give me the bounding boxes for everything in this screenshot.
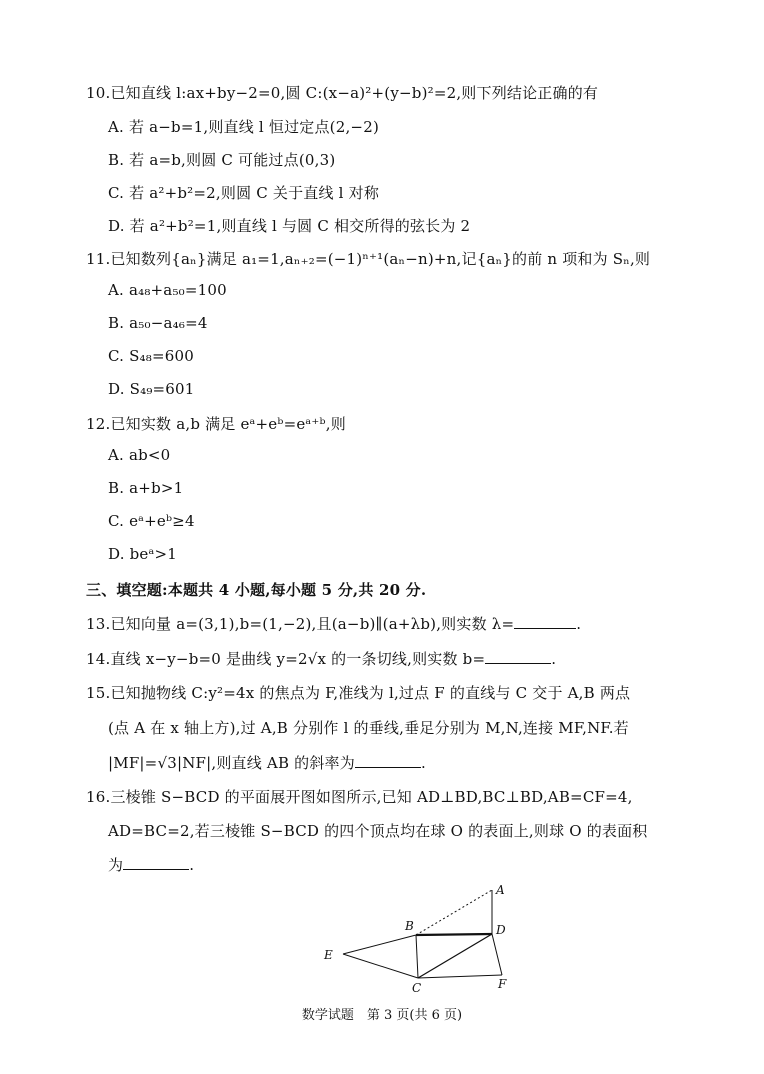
q12-option-d: D. beᵃ>1 bbox=[108, 545, 178, 563]
label-c: C bbox=[412, 981, 422, 995]
edge-cf bbox=[418, 975, 502, 978]
q11-option-d: D. S₄₉=601 bbox=[108, 380, 195, 398]
q12-option-a: A. ab<0 bbox=[108, 446, 171, 464]
q16-line3: 为 bbox=[108, 856, 124, 874]
q12-option-b: B. a+b>1 bbox=[108, 479, 184, 497]
q13-answer-blank bbox=[514, 614, 576, 629]
q13-end: . bbox=[576, 615, 582, 633]
q13-text: 13.已知向量 a=(3,1),b=(1,−2),且(a−b)∥(a+λb),则实数 λ= bbox=[86, 615, 515, 633]
q14 bbox=[86, 648, 556, 669]
net-diagram bbox=[310, 878, 530, 996]
q10-option-d: D. 若 a²+b²=1,则直线 l 与圆 C 相交所得的弦长为 2 bbox=[108, 217, 471, 235]
q16-answer-blank bbox=[123, 855, 189, 870]
q10-option-b: B. 若 a=b,则圆 C 可能过点(0,3) bbox=[108, 151, 336, 169]
q14-end: . bbox=[551, 650, 557, 668]
q16-line2: AD=BC=2,若三棱锥 S−BCD 的四个顶点均在球 O 的表面上,则球 O 的表面积 bbox=[108, 822, 648, 840]
q11-option-c: C. S₄₈=600 bbox=[108, 347, 194, 365]
q11-stem: 11.已知数列{aₙ}满足 a₁=1,aₙ₊₂=(−1)ⁿ⁺¹(aₙ−n)+n,记{aₙ}的前 n 项和为 Sₙ,则 bbox=[86, 250, 651, 268]
q16-end: . bbox=[189, 856, 195, 874]
edge-cd bbox=[418, 934, 492, 978]
q12-option-c: C. eᵃ+eᵇ≥4 bbox=[108, 512, 195, 530]
edge-ec bbox=[343, 954, 418, 978]
edge-df bbox=[492, 934, 502, 975]
q11-option-b: B. a₅₀−a₄₆=4 bbox=[108, 314, 208, 332]
q15-line3: |MF|=√3|NF|,则直线 AB 的斜率为 bbox=[108, 754, 355, 772]
label-a: A bbox=[496, 883, 505, 897]
q15-line3-wrap bbox=[108, 752, 426, 773]
label-f: F bbox=[498, 977, 507, 991]
section-3-heading: 三、填空题:本题共 4 小题,每小题 5 分,共 20 分. bbox=[86, 581, 427, 599]
label-b: B bbox=[405, 919, 414, 933]
q16-line1: 16.三棱锥 S−BCD 的平面展开图如图所示,已知 AD⊥BD,BC⊥BD,AB=CF=4, bbox=[86, 788, 633, 806]
edge-bd bbox=[416, 934, 492, 935]
q14-answer-blank bbox=[485, 649, 551, 664]
q12-stem: 12.已知实数 a,b 满足 eᵃ+eᵇ=eᵃ⁺ᵇ,则 bbox=[86, 415, 346, 433]
q16-line3-wrap bbox=[108, 854, 194, 875]
label-d: D bbox=[496, 923, 506, 937]
q10-option-a: A. 若 a−b=1,则直线 l 恒过定点(2,−2) bbox=[108, 118, 379, 136]
q15-line2: (点 A 在 x 轴上方),过 A,B 分别作 l 的垂线,垂足分别为 M,N,连接 MF,NF.若 bbox=[108, 719, 629, 737]
q15-line1: 15.已知抛物线 C:y²=4x 的焦点为 F,准线为 l,过点 F 的直线与 C 交于 A,B 两点 bbox=[86, 684, 631, 702]
q11-option-a: A. a₄₈+a₅₀=100 bbox=[108, 281, 227, 299]
q13 bbox=[86, 613, 581, 634]
q15-end: . bbox=[420, 754, 426, 772]
edge-bc bbox=[416, 935, 418, 978]
edge-ba-dotted bbox=[416, 890, 492, 935]
page-footer: 数学试题 第 3 页(共 6 页) bbox=[301, 1008, 463, 1023]
label-e: E bbox=[324, 948, 333, 962]
q14-text: 14.直线 x−y−b=0 是曲线 y=2√x 的一条切线,则实数 b= bbox=[86, 650, 486, 668]
edge-eb bbox=[343, 935, 416, 954]
q15-answer-blank bbox=[355, 753, 421, 768]
q10-stem: 10.已知直线 l:ax+by−2=0,圆 C:(x−a)²+(y−b)²=2,则下列结论正确的有 bbox=[86, 84, 599, 102]
q10-option-c: C. 若 a²+b²=2,则圆 C 关于直线 l 对称 bbox=[108, 184, 380, 202]
